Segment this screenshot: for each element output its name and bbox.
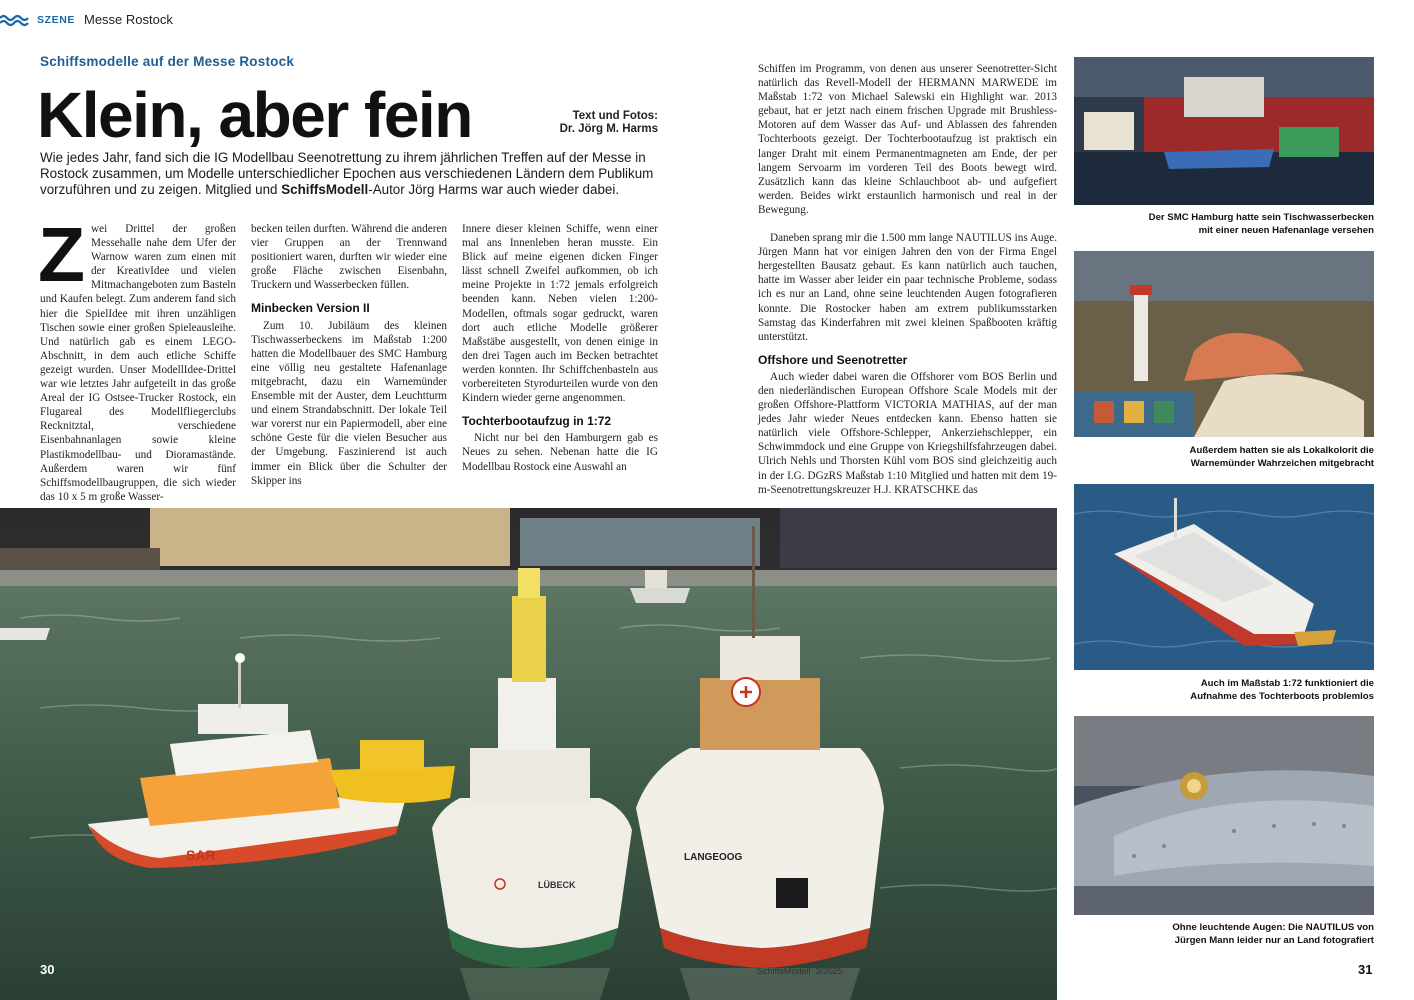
- byline-line-1: Text und Fotos:: [572, 110, 658, 122]
- page-number-left: 30: [40, 962, 55, 977]
- article-lead: [40, 150, 662, 198]
- photo-nautilus: [1074, 716, 1374, 915]
- lead-text-post: -Autor Jörg Harms war auch wieder dabei.: [368, 182, 620, 197]
- page-number-right: 31: [1358, 962, 1373, 977]
- body-paragraph: Daneben sprang mir die 1.500 mm lange NAUTILUS ins Auge. Jürgen Mann hat vor einigen Jahren den von der Firma Engel hergestellten Bausatz gebaut. Es kann natürlich auch tauchen, hatte im Wasser aber leider ein paar technische Probleme, sodass ich es nur an Land, ohne seine leuchtenden Augen fotografieren konnte. Die Rostocker haben am extrem publikumsstarken Samstag das Kinderfahren mit zwei kleinen Spaßbooten kräftig unterstützt.: [758, 232, 1057, 343]
- subheading: Minbecken Version II: [251, 301, 370, 316]
- wave-logo-icon: [0, 13, 30, 27]
- body-paragraph: Innere dieser kleinen Schiffe, wenn einer mal ans Innenleben heran musste. Ein Blick auf meine eigenen dicken Finger lässt schnell Zweifel aufkommen, ob ich meine Projekte in 1:72 jemals erfolgreich beenden kann. Neben vielen 1:200-Modellen, oftmals sogar gedruckt, waren dort auch etliche Modelle größerer Maßstäbe ausgestellt, von denen einige in den drei Tagen auch im Becken betrachtet werden konnten. Ihr Schiffchenbasteln aus vorbereiteten Styrodurteilen wurde von den Kindern wieder gerne angenommen.: [462, 223, 658, 405]
- caption-photo-1: [1074, 211, 1374, 237]
- body-paragraph: Nicht nur bei den Hamburgern gab es Neues zu sehen. Nebenan hatte die IG Modellbau Rostock eine Auswahl an: [462, 432, 658, 473]
- subheading: Tochterbootaufzug in 1:72: [462, 414, 612, 429]
- byline: [536, 110, 658, 136]
- drop-cap: Z: [38, 212, 86, 298]
- photo-rescue-cruiser-172: [1074, 484, 1374, 670]
- caption-photo-4: [1074, 921, 1374, 947]
- section-tag: SZENE: [37, 14, 76, 26]
- body-paragraph: Zum 10. Jubiläum des kleinen Tischwasserbeckens im Maßstab 1:200 hatten die Modellbauer des SMC Hamburg eine völlig neu gestaltete Hafenanlage mitgebracht, dazu ein Warnemünder Ensemble mit der Auster, dem Leuchtturm und einem Strandabschnitt. Der lokale Teil war vorerst nur ein Papiermodell, aber eine schöne Geste für die vielen Besucher aus der Umgebung. Faszinierend ist auch immer ein Blick über die Schulter der Skipper ins: [251, 319, 447, 487]
- article-kicker: Schiffsmodelle auf der Messe Rostock: [40, 54, 295, 69]
- caption-line: Der SMC Hamburg hatte sein Tischwasserbecken: [1148, 212, 1374, 223]
- body-column-2: [251, 222, 447, 490]
- body-column-1: [38, 212, 236, 503]
- boat-label-sar: SAR: [186, 847, 216, 863]
- section-title: Messe Rostock: [84, 12, 173, 27]
- article-headline: Klein, aber fein: [37, 79, 472, 151]
- caption-line: mit einer neuen Hafenanlage versehen: [1198, 225, 1374, 236]
- body-column-4: [758, 62, 1057, 496]
- body-paragraph: wei Drittel der großen Messehalle nahe dem Ufer der Warnow waren zum einen mit der KreativIdee und vielen Mitmachangeboten zum Basteln und Kaufen belegt. Zum anderem fand sich hier die SpielIdee mit ihren unzähligen Tischen sowie einer großen Spieleausleihe. Und natürlich gab es einem LEGO-Abschnitt, in dem auch etliche Schiffe gezeigt wurden. Unser ModellIdee-Drittel war wie letztes Jahr aufgeteilt in das große Areal der IG Ostsee-Trucker Rostock, ein Flugareal des Modellfliegerclubs Recknitztal, verschiedene Eisenbahnanlagen sowie kleine Plastikmodellbau- und Dioramastände. Außerdem waren wir fünf Schiffsmodellbaugruppen, die sich wieder das 10 x 5 m große Wasser-: [40, 223, 236, 503]
- caption-photo-3: [1074, 677, 1374, 703]
- footer-issue: 3/2025: [815, 966, 843, 976]
- footer-magazine-name: SchiffsModell: [757, 966, 811, 976]
- body-paragraph: becken teilen durften. Während die anderen vier Gruppen an der Trennwand positioniert waren, durften wir wieder eine große Fläche zwischen Eisenbahn, Truckern und Wasserbecken füllen.: [251, 223, 447, 292]
- footer-magazine: [757, 966, 843, 976]
- caption-line: Ohne leuchtende Augen: Die NAUTILUS von: [1172, 922, 1374, 933]
- body-paragraph: Auch wieder dabei waren die Offshorer vom BOS Berlin und den niederländischen European Offshore Scale Models mit der großen Offshore-Plattform VICTORIA MATHIAS, auf der man jedes Jahr wieder Neues entdecken kann. Ebenso hatten sie natürlich viele Offshore-Schlepper, Ankerziehschlepper, ein Schwimmdock und eine Gruppe von Kriegshilfsfahrzeugen dabei. Ulrich Nehls und Thorsten Kühl vom BOS sind gleichzeitig auch in der I.G. DGzRS Maßstab 1:10 Mitglied und hatten mit dem 19-m-Seenotrettungskreuzer H.J. KRATSCHKE das: [758, 370, 1057, 496]
- caption-photo-2: [1074, 444, 1374, 470]
- byline-line-2: Dr. Jörg M. Harms: [559, 123, 658, 135]
- caption-line: Außerdem hatten sie als Lokalkolorit die: [1189, 445, 1374, 456]
- caption-line: Aufnahme des Tochterboots problemlos: [1190, 691, 1374, 702]
- caption-line: Auch im Maßstab 1:72 funktioniert die: [1200, 678, 1374, 689]
- lead-magazine-name: SchiffsModell: [281, 182, 369, 197]
- boat-label-luebeck: LÜBECK: [538, 880, 576, 890]
- photo-hamburg-basin: [1074, 57, 1374, 205]
- photo-warnemuende-landmarks: [1074, 251, 1374, 437]
- main-photo-rescue-boats: [0, 508, 1057, 1000]
- lead-text-pre: Wie jedes Jahr, fand sich die IG Modellbau Seenotrettung zu ihrem jährlichen Treffen auf der Messe in Rostock zusammen, um Modelle unterschiedlicher Epochen aus verschiedenen Ländern dem Publikum vorzuführen und zu zeigen. Mitglied und: [40, 150, 654, 197]
- subheading: Offshore und Seenotretter: [758, 352, 908, 367]
- body-column-3: [462, 222, 658, 490]
- boat-label-langeoog: LANGEOOG: [684, 852, 743, 863]
- caption-line: Jürgen Mann leider nur an Land fotografiert: [1174, 935, 1374, 946]
- caption-line: Warnemünder Wahrzeichen mitgebracht: [1190, 458, 1374, 469]
- body-paragraph: Schiffen im Programm, von denen aus unserer Seenotretter-Sicht natürlich das Revell-Modell der HERMANN MARWEDE im Maßstab 1:72 von Michael Salewski ein Highlight war. 2013 gebaut, hat er jetzt nach einem frischen Upgrade mit Brushless-Motoren auf dem Wasser das Auf- und Ablassen des fahrenden Tochterboots gezeigt. Der Tochterbootaufzug ist praktisch ein langer Draht mit einem Permanentmagneten am Ende, der per langem Servoarm im vorderen Teil des Boots bewegt wird. Zusätzlich kann das kleine Schlauchboot ab- und aufgefiert werden. Beides wirkt erstaunlich harmonisch und real in der Bewegung.: [758, 63, 1057, 216]
